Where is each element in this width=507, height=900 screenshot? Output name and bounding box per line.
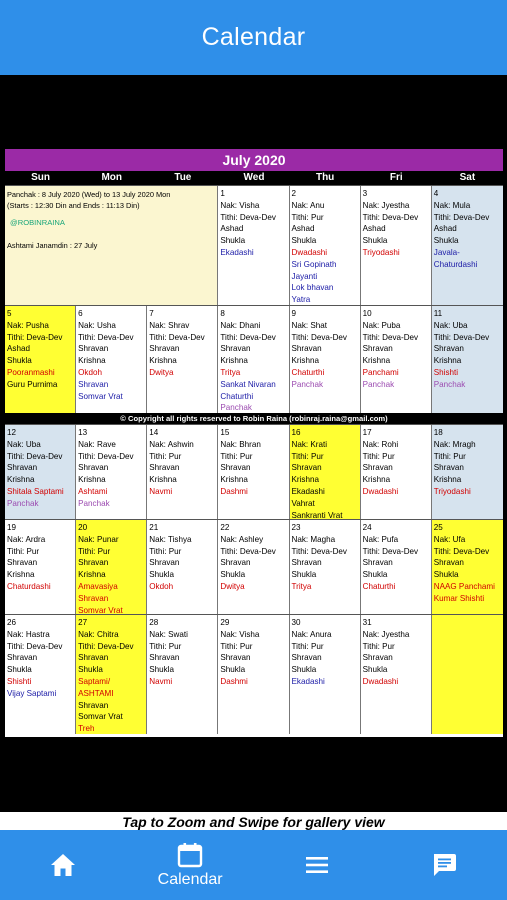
- day-detail: Tithi: Deva-Dev: [7, 641, 63, 651]
- day-number: 1: [220, 189, 225, 198]
- day-detail: Shravan: [291, 463, 322, 473]
- day-cell: [147, 306, 218, 413]
- day-detail: Ashad: [362, 224, 386, 234]
- menu-icon: [305, 855, 329, 875]
- day-cell: [290, 520, 361, 614]
- day-detail: Shukla: [7, 356, 32, 366]
- day-detail: Shravan: [220, 463, 251, 473]
- day-detail: Panchak: [78, 498, 110, 508]
- day-detail: Triyodashi: [433, 486, 471, 496]
- day-detail: Nak: Puba: [362, 320, 401, 330]
- author-handle: @ROBINRAINA: [10, 218, 65, 227]
- day-detail: Shravan: [220, 344, 251, 354]
- day-number: 5: [7, 309, 12, 318]
- day-cell: [147, 425, 218, 519]
- day-detail: Shravan: [78, 593, 109, 603]
- day-detail: Krishna: [7, 570, 35, 580]
- weekday-label: Sat: [459, 172, 476, 183]
- day-detail: Shravan: [362, 558, 393, 568]
- day-detail: Shravan: [291, 344, 322, 354]
- day-detail: Tithi: Deva-Dev: [78, 332, 134, 342]
- day-detail: Dwitya: [220, 581, 245, 591]
- day-number: 23: [291, 523, 301, 532]
- day-detail: Shravan: [433, 463, 464, 473]
- day-detail: Nak: Chitra: [78, 629, 119, 639]
- day-detail: Okdoh: [149, 581, 174, 591]
- day-detail: Nak: Mragh: [433, 439, 476, 449]
- day-detail: Shukla: [7, 665, 32, 675]
- day-detail: Shravan: [149, 344, 180, 354]
- tab-calendar[interactable]: [127, 830, 254, 900]
- day-detail: Shukla: [433, 570, 459, 580]
- day-detail: Nak: Jyestha: [362, 629, 410, 639]
- day-detail: Nak: Anura: [291, 629, 332, 639]
- day-detail: Shishti: [7, 676, 32, 686]
- day-number: 26: [7, 618, 17, 627]
- day-detail: Nak: Pufa: [362, 534, 399, 544]
- day-cell: [147, 520, 218, 614]
- day-detail: Nak: Mula: [433, 200, 471, 210]
- day-detail: Tithi: Deva-Dev: [362, 212, 419, 222]
- day-detail: Triyodashi: [362, 247, 400, 257]
- day-detail: Shravan: [78, 558, 109, 568]
- day-detail: Sankranti Vrat: [291, 510, 343, 519]
- day-detail: Guru Purnima: [7, 379, 58, 389]
- page-title: Calendar: [201, 23, 306, 51]
- day-number: 17: [362, 428, 372, 437]
- day-cell: [290, 615, 361, 734]
- day-cell: [76, 425, 147, 519]
- weekday-label: Tue: [174, 172, 192, 183]
- day-cell: [361, 186, 432, 305]
- day-detail: Krishna: [362, 356, 391, 366]
- day-detail: Shravan: [362, 463, 393, 473]
- day-detail: Navmi: [149, 486, 173, 496]
- day-detail: Sankat Nivaran: [220, 379, 276, 389]
- day-cell: [361, 306, 432, 413]
- day-detail: Shukla: [220, 570, 246, 580]
- calendar-icon: [177, 842, 203, 868]
- day-number: 21: [149, 523, 159, 532]
- day-cell: [432, 306, 503, 413]
- day-detail: Krishna: [149, 356, 177, 366]
- calendar-week-row: [5, 305, 503, 413]
- day-cell: [432, 520, 503, 614]
- day-detail: Tithi: Pur: [291, 641, 324, 651]
- day-detail: Saptami/: [78, 676, 111, 686]
- day-detail: Nak: Pusha: [7, 320, 49, 330]
- day-detail: Shravan: [362, 344, 393, 354]
- day-number: 31: [362, 618, 372, 627]
- day-number: 12: [7, 428, 17, 437]
- day-detail: Shitala Saptami: [7, 486, 64, 496]
- day-cell: [76, 306, 147, 413]
- calendar-image[interactable]: [5, 149, 503, 737]
- day-detail: Chaturthi: [291, 367, 325, 377]
- day-number: 18: [433, 428, 443, 437]
- day-detail: Okdoh: [78, 367, 102, 377]
- day-detail: Chaturthi: [362, 581, 396, 591]
- day-detail: Tithi: Pur: [291, 212, 324, 222]
- day-detail: Ashtami: [78, 486, 108, 496]
- day-detail: Krishna: [362, 475, 391, 485]
- day-detail: Vahrat: [291, 498, 315, 508]
- day-detail: Javala-: [433, 247, 460, 257]
- day-detail: Shravan: [149, 558, 180, 568]
- day-cell: [5, 520, 76, 614]
- day-detail: Shravan: [7, 463, 38, 473]
- day-detail: Krishna: [433, 356, 462, 366]
- day-detail: Krishna: [291, 475, 319, 485]
- day-detail: Tithi: Pur: [149, 546, 182, 556]
- day-number: 9: [291, 309, 297, 318]
- day-cell: [218, 306, 289, 413]
- day-detail: Tithi: Pur: [78, 546, 111, 556]
- day-detail: Tithi: Deva-Dev: [433, 212, 490, 222]
- day-number: 14: [149, 428, 159, 437]
- day-detail: Nak: Magha: [291, 534, 336, 544]
- day-detail: Shukla: [291, 665, 317, 675]
- day-detail: Krishna: [220, 356, 248, 366]
- day-detail: Tithi: Deva-Dev: [220, 546, 276, 556]
- day-number: 28: [149, 618, 159, 627]
- day-detail: Amavasiya: [78, 581, 118, 591]
- tab-home[interactable]: [0, 830, 127, 900]
- calendar-week-row: [5, 185, 503, 305]
- day-detail: Ashad: [433, 224, 457, 234]
- day-detail: Shravan: [78, 379, 109, 389]
- day-detail: Krishna: [78, 475, 106, 485]
- day-detail: Shishti: [433, 367, 459, 377]
- day-detail: Jayanti: [291, 271, 318, 281]
- day-detail: Shukla: [220, 236, 246, 246]
- day-detail: Dwadashi: [362, 486, 399, 496]
- day-detail: Nak: Visha: [220, 200, 260, 210]
- day-detail: Chaturdashi: [7, 581, 51, 591]
- day-cell: [432, 615, 503, 734]
- day-detail: Nak: Uba: [433, 320, 468, 330]
- day-number: 19: [7, 523, 17, 532]
- day-detail: Tithi: Deva-Dev: [362, 546, 419, 556]
- day-detail: Shravan: [362, 653, 393, 663]
- day-cell: [432, 186, 503, 305]
- day-cell: [218, 615, 289, 734]
- day-cell: [5, 306, 76, 413]
- panchak-note: [5, 186, 218, 305]
- day-number: 27: [78, 618, 88, 627]
- weekday-label: Fri: [389, 172, 403, 183]
- day-detail: Shravan: [291, 558, 322, 568]
- day-detail: Nak: Shat: [291, 320, 328, 330]
- day-detail: ASHTAMI: [78, 688, 114, 698]
- day-detail: Ashad: [220, 224, 244, 234]
- day-number: 24: [362, 523, 372, 532]
- day-detail: Tithi: Deva-Dev: [362, 332, 419, 342]
- day-detail: Navmi: [149, 676, 173, 686]
- day-detail: Tritya: [220, 367, 241, 377]
- day-cell: [290, 425, 361, 519]
- day-number: 8: [220, 309, 225, 318]
- day-detail: Shravan: [291, 653, 322, 663]
- day-detail: Tithi: Pur: [433, 451, 466, 461]
- day-detail: Krishna: [78, 570, 106, 580]
- tab-menu[interactable]: [254, 830, 381, 900]
- day-detail: Shravan: [78, 463, 109, 473]
- day-detail: Tithi: Deva-Dev: [433, 332, 490, 342]
- day-detail: Tithi: Deva-Dev: [291, 332, 347, 342]
- tab-calendar-label: Calendar: [157, 870, 223, 888]
- weekday-label: Sun: [31, 172, 51, 183]
- day-number: 25: [433, 523, 443, 532]
- day-detail: Panchak: [433, 379, 466, 389]
- day-detail: Tithi: Pur: [362, 641, 395, 651]
- day-cell: [290, 306, 361, 413]
- day-number: 4: [433, 189, 439, 198]
- weekday-label: Wed: [243, 172, 265, 183]
- day-detail: Nak: Visha: [220, 629, 260, 639]
- day-detail: Ashad: [7, 344, 30, 354]
- day-detail: Tithi: Pur: [149, 641, 182, 651]
- day-detail: Panchak: [362, 379, 395, 389]
- day-detail: Dwadashi: [362, 676, 399, 686]
- day-detail: Tithi: Pur: [220, 451, 253, 461]
- day-detail: Nak: Hastra: [7, 629, 50, 639]
- day-detail: Lok bhavan: [291, 283, 334, 293]
- day-number: 30: [291, 618, 301, 627]
- day-detail: Dwadashi: [291, 247, 328, 257]
- day-detail: Vijay Saptami: [7, 688, 57, 698]
- panchak-period: Panchak : 8 July 2020 (Wed) to 13 July 2020 Mon: [7, 190, 171, 199]
- day-detail: Krishna: [78, 356, 106, 366]
- day-detail: Shravan: [220, 558, 251, 568]
- bottom-tab-bar: [0, 830, 507, 900]
- ashtami-note: Ashtami Janamdin : 27 July: [7, 241, 98, 250]
- day-detail: Nak: Ashwin: [149, 439, 194, 449]
- day-number: 16: [291, 428, 301, 437]
- day-detail: Shukla: [362, 665, 388, 675]
- day-detail: Ekadashi: [291, 486, 325, 496]
- day-detail: Shravan: [149, 463, 180, 473]
- day-detail: Shravan: [78, 653, 109, 663]
- calendar-week-row: [5, 614, 503, 734]
- day-cell: [361, 615, 432, 734]
- day-detail: Shravan: [7, 653, 38, 663]
- weekday-label: Mon: [101, 172, 122, 183]
- day-detail: Sri Gopinath: [291, 259, 337, 269]
- day-detail: Panchak: [220, 403, 252, 413]
- gallery-hint: Tap to Zoom and Swipe for gallery view: [0, 812, 507, 832]
- day-detail: Tithi: Pur: [220, 641, 253, 651]
- day-detail: Shukla: [362, 236, 388, 246]
- day-cell: [290, 186, 361, 305]
- panchak-timing: (Starts : 12:30 Din and Ends : 11:13 Din): [7, 201, 140, 210]
- day-detail: Nak: Anu: [291, 200, 325, 210]
- day-detail: Nak: Tishya: [149, 534, 192, 544]
- day-number: 6: [78, 309, 83, 318]
- copyright-bar: © Copyright all rights reserved to Robin Raina (robinraj.raina@gmail.com): [5, 413, 503, 424]
- day-detail: Dashmi: [220, 676, 248, 686]
- day-number: 2: [291, 189, 297, 198]
- day-detail: Tithi: Deva-Dev: [78, 641, 134, 651]
- day-cell: [218, 186, 289, 305]
- day-detail: Nak: Jyestha: [362, 200, 410, 210]
- day-detail: Panchak: [291, 379, 323, 389]
- day-detail: Nak: Ufa: [433, 534, 466, 544]
- day-detail: Ekadashi: [291, 676, 325, 686]
- day-detail: NAAG Panchami: [433, 581, 495, 591]
- day-detail: Panchami: [362, 367, 399, 377]
- day-cell: [147, 615, 218, 734]
- month-title: July 2020: [5, 149, 503, 171]
- day-detail: Tithi: Deva-Dev: [7, 451, 63, 461]
- day-detail: Shukla: [291, 570, 317, 580]
- day-number: 22: [220, 523, 230, 532]
- calendar-grid: [5, 185, 503, 734]
- day-detail: Shravan: [78, 344, 109, 354]
- day-cell: [5, 615, 76, 734]
- weekday-header: [5, 171, 503, 185]
- day-number: 15: [220, 428, 230, 437]
- day-detail: Nak: Swati: [149, 629, 188, 639]
- day-detail: Nak: Dhani: [220, 320, 261, 330]
- day-detail: Shukla: [291, 236, 317, 246]
- day-detail: Shukla: [149, 570, 174, 580]
- day-detail: Tithi: Deva-Dev: [7, 332, 63, 342]
- day-detail: Shukla: [78, 665, 103, 675]
- day-detail: Krishna: [291, 356, 319, 366]
- day-detail: Dashmi: [220, 486, 248, 496]
- day-number: 7: [149, 309, 154, 318]
- weekday-label: Thu: [315, 172, 335, 183]
- home-icon: [50, 853, 76, 877]
- day-number: 29: [220, 618, 230, 627]
- day-detail: Chaturdashi: [433, 259, 478, 269]
- day-detail: Shukla: [149, 665, 174, 675]
- day-detail: Nak: Punar: [78, 534, 119, 544]
- day-detail: Ekadashi: [220, 247, 254, 257]
- day-number: 3: [362, 189, 368, 198]
- day-detail: Tithi: Deva-Dev: [149, 332, 205, 342]
- day-detail: Tithi: Pur: [362, 451, 395, 461]
- day-detail: Tithi: Deva-Dev: [291, 546, 347, 556]
- day-detail: Ashad: [291, 224, 315, 234]
- chat-icon: [431, 852, 457, 878]
- day-cell: [76, 615, 147, 734]
- calendar-week-row: [5, 519, 503, 614]
- day-detail: Tithi: Pur: [7, 546, 40, 556]
- day-detail: Nak: Shrav: [149, 320, 190, 330]
- day-number: 20: [78, 523, 88, 532]
- day-detail: Tithi: Deva-Dev: [78, 451, 134, 461]
- day-cell: [361, 425, 432, 519]
- day-detail: Shravan: [7, 558, 38, 568]
- day-cell: [218, 425, 289, 519]
- day-detail: Krishna: [433, 475, 462, 485]
- day-detail: Nak: Rohi: [362, 439, 399, 449]
- day-detail: Nak: Ashley: [220, 534, 264, 544]
- day-detail: Chaturthi: [220, 391, 254, 401]
- day-detail: Pooranmashi: [7, 367, 55, 377]
- day-detail: Somvar Vrat: [78, 391, 123, 401]
- day-detail: Tithi: Deva-Dev: [220, 212, 276, 222]
- day-detail: Nak: Ardra: [7, 534, 46, 544]
- day-detail: Shukla: [433, 236, 459, 246]
- app-header: [0, 0, 507, 75]
- day-detail: Treh: [78, 724, 95, 734]
- day-detail: Krishna: [149, 475, 177, 485]
- day-detail: Shravan: [433, 558, 464, 568]
- day-detail: Tritya: [291, 581, 312, 591]
- day-number: 10: [362, 309, 372, 318]
- calendar-week-row: [5, 424, 503, 519]
- day-detail: Somvar Vrat: [78, 712, 123, 722]
- day-cell: [361, 520, 432, 614]
- day-detail: Nak: Uba: [7, 439, 41, 449]
- day-detail: Tithi: Deva-Dev: [220, 332, 276, 342]
- day-detail: Nak: Rave: [78, 439, 116, 449]
- day-detail: Shravan: [433, 344, 464, 354]
- day-detail: Yatra: [291, 295, 311, 305]
- day-cell: [76, 520, 147, 614]
- day-detail: Shravan: [220, 653, 251, 663]
- day-detail: Somvar Vrat: [78, 605, 123, 614]
- day-cell: [5, 425, 76, 519]
- day-detail: Tithi: Deva-Dev: [433, 546, 490, 556]
- day-detail: Panchak: [7, 498, 39, 508]
- day-detail: Nak: Usha: [78, 320, 116, 330]
- day-detail: Tithi: Pur: [291, 451, 324, 461]
- day-detail: Dwitya: [149, 367, 174, 377]
- day-detail: Krishna: [220, 475, 248, 485]
- day-detail: Nak: Krati: [291, 439, 328, 449]
- day-detail: Nak: Bhran: [220, 439, 261, 449]
- day-detail: Shravan: [149, 653, 180, 663]
- day-detail: Shukla: [362, 570, 388, 580]
- day-number: 13: [78, 428, 88, 437]
- day-detail: Kumar Shishti: [433, 593, 485, 603]
- day-detail: Shravan: [78, 700, 109, 710]
- day-cell: [432, 425, 503, 519]
- tab-chat[interactable]: [380, 830, 507, 900]
- day-number: 11: [433, 309, 443, 318]
- day-cell: [218, 520, 289, 614]
- day-detail: Krishna: [7, 475, 35, 485]
- day-detail: Tithi: Pur: [149, 451, 182, 461]
- day-detail: Shukla: [220, 665, 246, 675]
